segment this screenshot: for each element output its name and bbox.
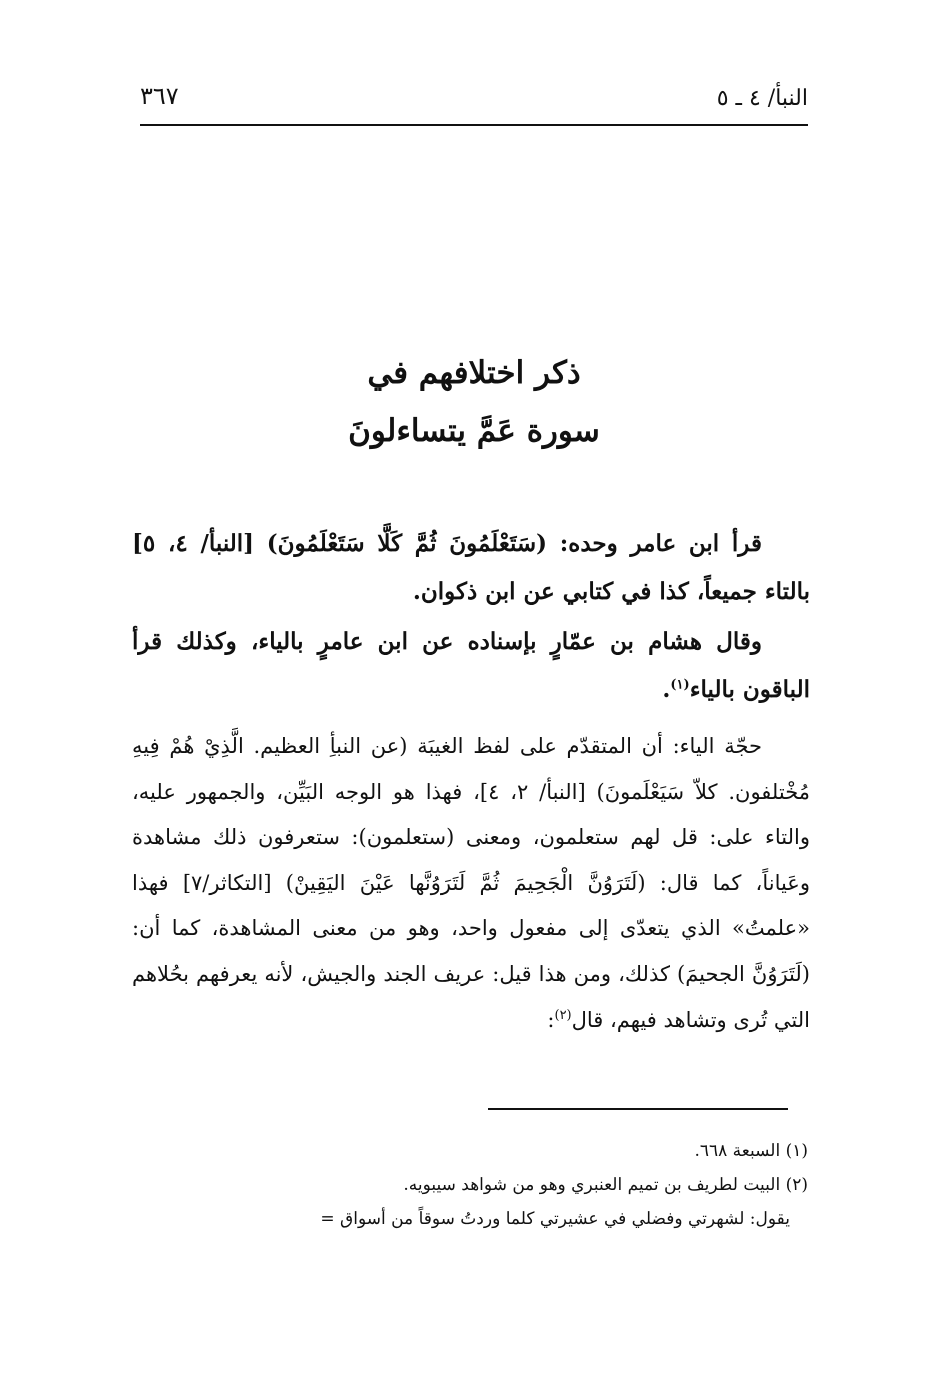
footnote-2: (٢) البيت لطريف بن تميم العنبري وهو من شواهد سيبويه. xyxy=(403,1175,808,1195)
argument-paragraph xyxy=(132,724,810,1043)
footnote-2-continuation: يقول: لشهرتي وفضلي في عشيرتي كلما وردتُ سوقاً من أسواق = xyxy=(320,1209,790,1229)
footnote-marker-1: (١) xyxy=(670,677,690,693)
section-title xyxy=(140,344,808,460)
footnote-rule xyxy=(488,1108,788,1110)
header-rule xyxy=(140,124,808,126)
reading-paragraph-1: قرأ ابن عامر وحده: (سَتَعْلَمُونَ ثُمَّ كَلَّا سَتَعْلَمُونَ) [النبأ/ ٤، ٥] بالتاء جميعاً، كذا في كتابي عن ابن ذكوان. xyxy=(132,530,810,605)
argument-paragraph-text: حجّة الياء: أن المتقدّم على لفظ الغيبَة (عن النبأِ العظيم. الَّذِيْ هُمْ فِيهِ مُخْتلفون. كلاّ سَيَعْلَمونَ) [النبأ/ ٢، ٤]، فهذا هو الوجه البَيِّن، والجمهور عليه، والتاء على: قل لهم ستعلمون، ومعنى (ستعلمون): ستعرفون ذلك مشاهدة وعَياناً، كما قال: (لَتَرَوُنَّ الْجَحِيمَ ثُمَّ لَتَرَوُنَّها عَيْنَ اليَقِينْ) [التكاثر/٧] فهذا «علمتُ» الذي يتعدّى إلى مفعول واحد، وهو من معنى المشاهدة، كما أن: (لَتَرَوُنَّ الجحيمَ) كذلك، ومن هذا قيل: عريف الجند والجيش، لأنه يعرفهم بحُلاهم التي تُرى وتشاهد فيهم، قال xyxy=(132,734,811,1032)
readings-block xyxy=(132,520,810,714)
section-title-line-1: ذكر اختلافهم في xyxy=(367,355,581,391)
running-header xyxy=(140,82,808,118)
reading-paragraph-2-text: وقال هشام بن عمّارٍ بإسناده عن ابن عامرٍ بالياء، وكذلك قرأ الباقون بالياء xyxy=(132,628,810,703)
running-title: النبأ/ ٤ ـ ٥ xyxy=(716,86,808,111)
reading-paragraph-2 xyxy=(132,618,810,714)
footnote-1: (١) السبعة ٦٦٨. xyxy=(694,1141,808,1161)
argument-block xyxy=(132,724,810,1043)
page-number: ٣٦٧ xyxy=(140,82,179,110)
argument-paragraph-tail: : xyxy=(547,1007,555,1032)
footnotes xyxy=(140,1134,808,1236)
footnote-marker-2: (٢) xyxy=(554,1007,572,1023)
reading-paragraph-2-tail: . xyxy=(662,676,671,703)
section-title-line-2: سورة عَمَّ يتساءلونَ xyxy=(348,413,600,449)
